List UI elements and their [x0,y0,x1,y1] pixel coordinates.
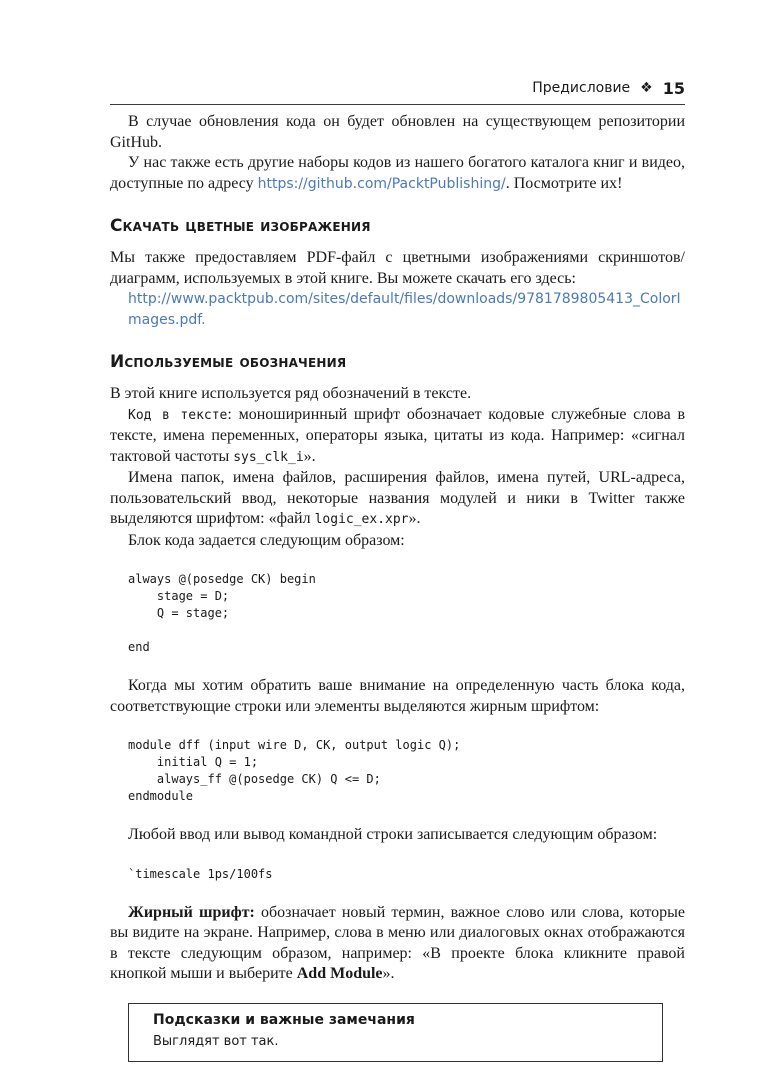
page-body [110,112,685,1062]
conventions-file-names [110,468,685,531]
page-number: 15 [662,78,685,98]
inline-code-file: logic_ex.xpr [314,512,409,527]
section-title: Предисловие [532,80,631,96]
ornament-icon: ❖ [640,80,653,96]
bold-code-intro: Когда мы хотим обратить ваше внимание на определенную часть блока кода, соответствующие строки или элементы выделяются жирным шрифтом: [110,677,685,715]
tip-box [128,1003,663,1062]
file-names-description: Имена папок, имена файлов, расширения файлов, имена путей, URL-адреса, пользовательский ввод, некоторые названия модулей и ники в Twitter также выделяются шрифтом: «файл [110,469,685,527]
color-images-paragraph: Мы также предоставляем PDF-файл с цветными изображениями скриншотов/диаграмм, используемых в этой книге. Вы можете скачать его здесь: [110,249,685,287]
conventions-code-in-text [110,405,685,469]
conventions-intro: В этой книге используется ряд обозначений в тексте. [110,385,472,402]
bold-font-paragraph [110,903,685,985]
tip-box-title: Подсказки и важные замечания [153,1011,415,1028]
code-in-text-description: : моноширинный шрифт обозначает кодовые служебные слова в тексте, имена переменных, операторы языка, цитаты из кода. Например: «сигнал тактовой частоты [110,405,685,465]
file-names-end: ». [408,510,421,527]
intro-text: У нас также есть другие наборы кодов из нашего богатого каталога книг и видео, доступные по адресу [110,154,685,192]
conventions-heading: Используемые обозначения [110,352,347,372]
inline-code-label: Код в тексте [128,407,228,423]
command-line-intro: Любой ввод или вывод командной строки записывается следующим образом: [128,826,658,843]
github-link[interactable]: https://github.com/PacktPublishing/ [257,175,506,192]
color-images-heading: Скачать цветные изображения [110,216,371,236]
intro-text-end: . Посмотрите их! [505,174,623,192]
header-rule [110,104,685,105]
tip-box-body: Выглядят вот так. [153,1033,279,1049]
code-block-timescale: `timescale 1ps/100fs [128,866,273,881]
intro-paragraph-1: В случае обновления кода он будет обновлен на существующем репозитории GitHub. [110,113,685,151]
code-block-intro: Блок кода задается следующим образом: [128,531,405,549]
add-module-term: Add Module [296,965,383,982]
bold-font-description: обозначает новый термин, важное слово или слова, которые вы видите на экране. Например, слова в меню или диалоговых окнах отображаются в тексте следующим образом, например: «В проекте блока кликните правой кнопкой мыши и выберите [110,903,686,982]
code-block-module: module dff (input wire D, CK, output logic Q); initial Q = 1; always_ff @(posedge CK) Q <= D; endmodule [128,738,461,803]
color-images-url-line [110,289,685,330]
intro-paragraph-2 [110,153,685,194]
code-in-text-end: ». [303,447,316,465]
bold-font-end: ». [382,965,395,982]
running-header [110,76,685,100]
bold-term: Жирный шрифт: [128,903,255,921]
inline-code-signal: sys_clk_i [233,449,304,465]
color-images-link[interactable]: http://www.packtpub.com/sites/default/files/downloads/9781789805413_ColorImages.pdf. [128,291,681,328]
code-block-always: always @(posedge CK) begin stage = D; Q = stage; end [128,572,316,654]
